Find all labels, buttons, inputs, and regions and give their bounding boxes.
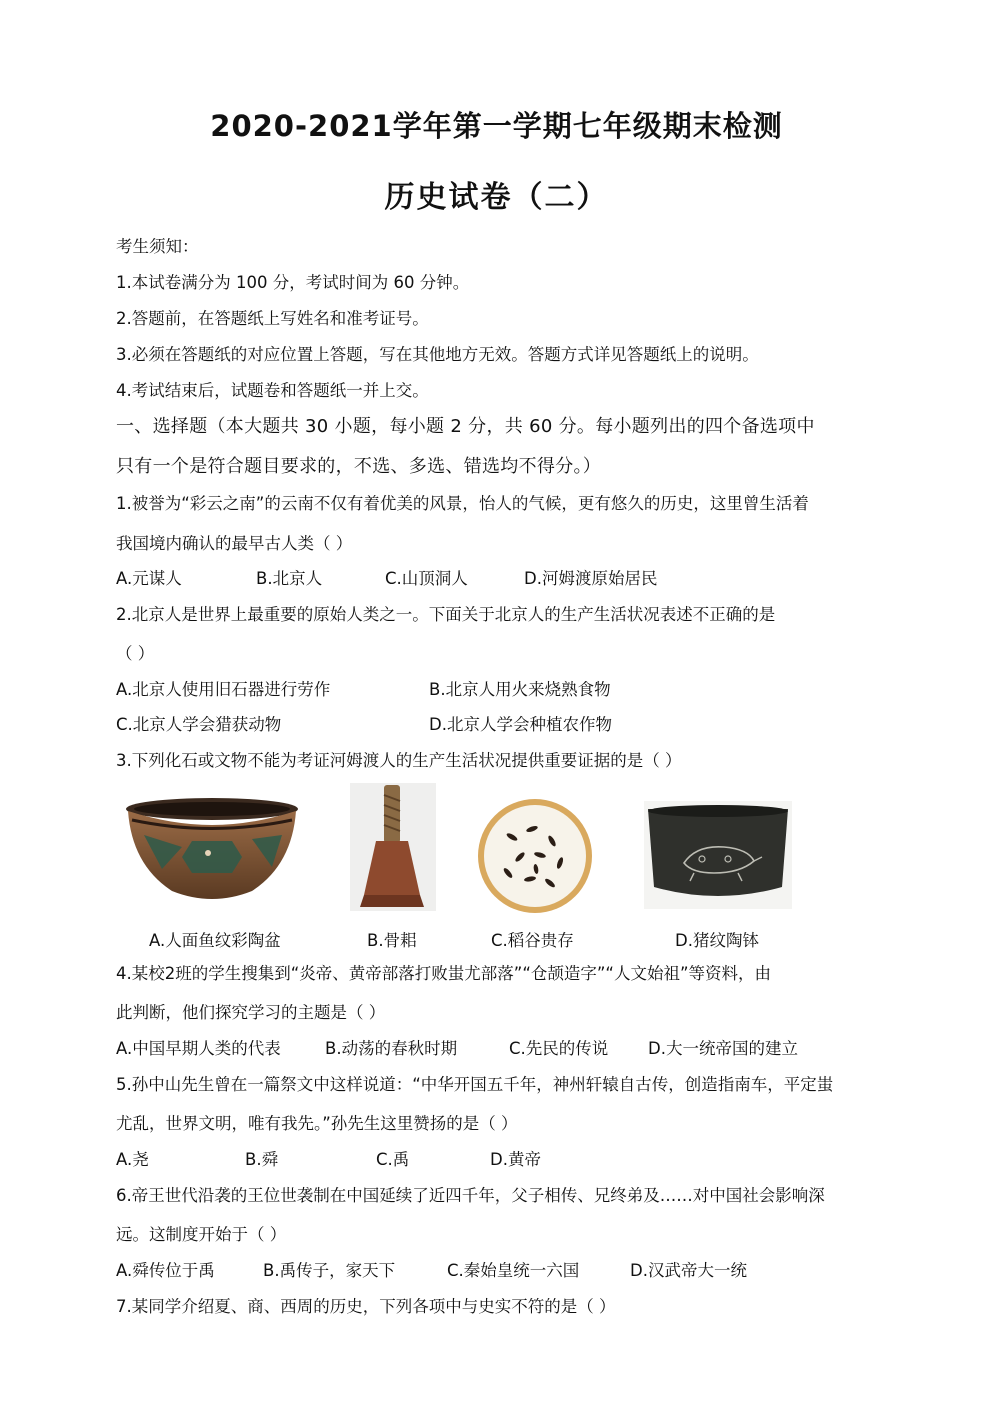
q6-option-b: B.禹传子，家天下 xyxy=(263,1261,396,1280)
rice-grains-image xyxy=(476,797,594,915)
question-1-stem: 1.被誉为“彩云之南”的云南不仅有着优美的风景，怡人的气候，更有悠久的历史，这里曾生活着 xyxy=(116,494,809,513)
question-4-stem-cont: 此判断，他们探究学习的主题是（ ） xyxy=(116,1003,386,1022)
pig-pattern-bowl-image xyxy=(644,801,792,909)
question-7-stem: 7.某同学介绍夏、商、西周的历史，下列各项中与史实不符的是（ ） xyxy=(116,1297,616,1316)
q5-option-b: B.舜 xyxy=(245,1150,279,1169)
q1-option-c: C.山顶洞人 xyxy=(385,569,468,588)
notice-item: 1.本试卷满分为 100 分，考试时间为 60 分钟。 xyxy=(116,273,470,292)
q2-option-b: B.北京人用火来烧熟食物 xyxy=(429,680,611,699)
q2-option-a: A.北京人使用旧石器进行劳作 xyxy=(116,680,331,699)
question-6-stem: 6.帝王世代沿袭的王位世袭制在中国延续了近四千年，父子相传、兄终弟及……对中国社会影响深 xyxy=(116,1186,825,1205)
q4-option-b: B.动荡的春秋时期 xyxy=(325,1039,458,1058)
q5-option-a: A.尧 xyxy=(116,1150,149,1169)
q1-option-d: D.河姆渡原始居民 xyxy=(524,569,658,588)
q5-option-c: C.禹 xyxy=(376,1150,410,1169)
question-6-stem-cont: 远。这制度开始于（ ） xyxy=(116,1225,287,1244)
q3-option-a: A.人面鱼纹彩陶盆 xyxy=(149,931,281,950)
q4-option-d: D.大一统帝国的建立 xyxy=(648,1039,798,1058)
q2-option-c: C.北京人学会猎获动物 xyxy=(116,715,282,734)
q5-option-d: D.黄帝 xyxy=(490,1150,541,1169)
q3-option-d: D.猪纹陶钵 xyxy=(675,931,759,950)
question-5-stem: 5.孙中山先生曾在一篇祭文中这样说道：“中华开国五千年，神州轩辕自古传，创造指南车，平定蚩 xyxy=(116,1075,834,1094)
notice-item: 2.答题前，在答题纸上写姓名和准考证号。 xyxy=(116,309,429,328)
q3-option-b: B.骨耜 xyxy=(367,931,417,950)
question-1-stem-cont: 我国境内确认的最早古人类（ ） xyxy=(116,534,353,553)
section-heading-cont: 只有一个是符合题目要求的，不选、多选、错选均不得分。） xyxy=(116,456,602,477)
exam-subtitle: 历史试卷（二） xyxy=(384,180,609,215)
q1-option-a: A.元谋人 xyxy=(116,569,182,588)
q6-option-d: D.汉武帝大一统 xyxy=(630,1261,747,1280)
question-2-stem: 2.北京人是世界上最重要的原始人类之一。下面关于北京人的生产生活状况表述不正确的是 xyxy=(116,605,776,624)
q3-option-c: C.稻谷贵存 xyxy=(491,931,574,950)
exam-title: 2020-2021学年第一学期七年级期末检测 xyxy=(210,109,783,143)
question-4-stem: 4.某校2班的学生搜集到“炎帝、黄帝部落打败蚩尤部落”“仓颉造字”“人文始祖”等资料，由 xyxy=(116,964,772,983)
q4-option-c: C.先民的传说 xyxy=(509,1039,609,1058)
notice-item: 3.必须在答题纸的对应位置上答题，写在其他地方无效。答题方式详见答题纸上的说明。 xyxy=(116,345,759,364)
section-heading: 一、选择题（本大题共 30 小题，每小题 2 分，共 60 分。每小题列出的四个备选项中 xyxy=(116,416,815,437)
question-2-stem-cont: （ ） xyxy=(116,644,155,663)
painted-pottery-basin-image xyxy=(122,795,302,910)
question-3-stem: 3.下列化石或文物不能为考证河姆渡人的生产生活状况提供重要证据的是（ ） xyxy=(116,751,682,770)
q1-option-b: B.北京人 xyxy=(256,569,323,588)
notice-heading: 考生须知： xyxy=(116,237,199,256)
q2-option-d: D.北京人学会种植农作物 xyxy=(429,715,612,734)
bone-spade-image xyxy=(350,783,436,911)
notice-item: 4.考试结束后，试题卷和答题纸一并上交。 xyxy=(116,381,429,400)
q4-option-a: A.中国早期人类的代表 xyxy=(116,1039,281,1058)
question-5-stem-cont: 尤乱，世界文明，唯有我先。”孙先生这里赞扬的是（ ） xyxy=(116,1114,518,1133)
q6-option-c: C.秦始皇统一六国 xyxy=(447,1261,580,1280)
q6-option-a: A.舜传位于禹 xyxy=(116,1261,215,1280)
